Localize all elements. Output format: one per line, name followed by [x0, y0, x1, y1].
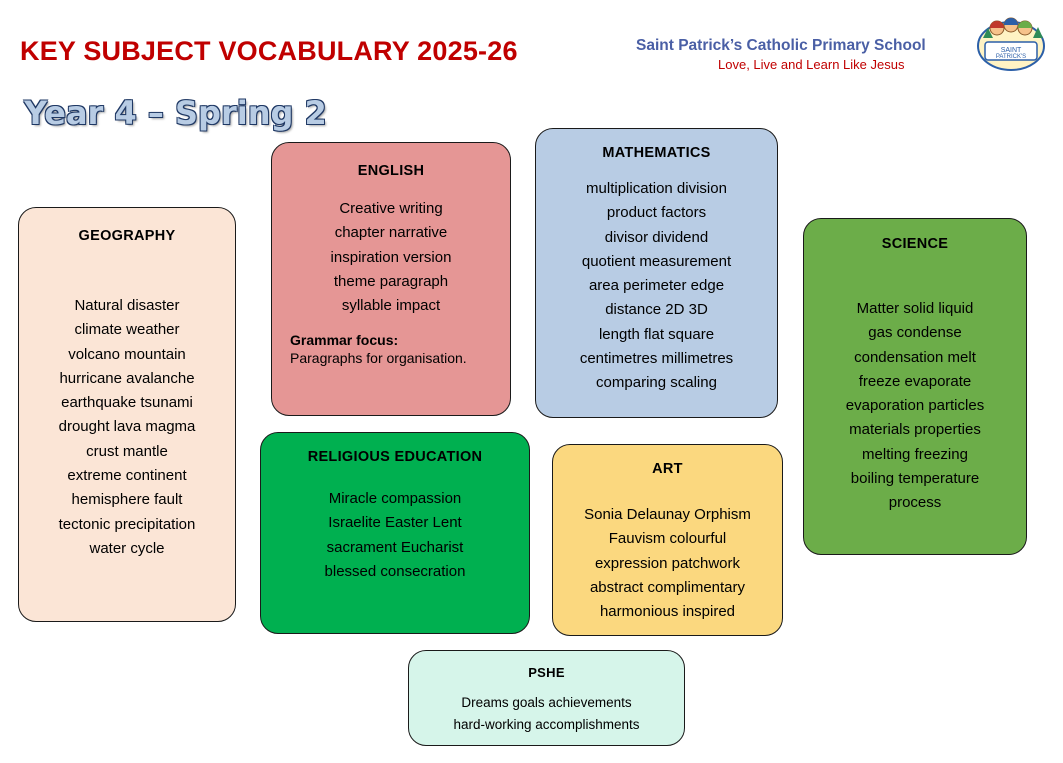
vocab-word: divisor dividend — [604, 228, 709, 246]
vocab-word: condensation melt — [854, 348, 976, 366]
svg-text:PATRICK'S: PATRICK'S — [995, 54, 1027, 60]
vocab-word: Dreams goals achievements — [461, 695, 632, 710]
school-motto: Love, Live and Learn Like Jesus — [718, 57, 905, 72]
vocab-word: volcano mountain — [68, 345, 186, 363]
word-list-geography — [29, 294, 225, 561]
svg-text:SAINT: SAINT — [1000, 47, 1022, 54]
vocab-word: drought lava magma — [58, 418, 196, 436]
vocab-word: inspiration version — [330, 248, 452, 266]
vocab-word: tectonic precipitation — [58, 515, 196, 533]
vocab-word: abstract complimentary — [589, 578, 746, 596]
word-list-pshe — [419, 692, 674, 735]
vocab-word: Creative writing — [339, 200, 443, 217]
vocab-word: materials properties — [849, 421, 981, 439]
vocab-word: distance 2D 3D — [605, 301, 708, 319]
school-crest-icon — [975, 12, 1047, 74]
vocab-word: process — [888, 494, 942, 512]
card-title-geography: GEOGRAPHY — [78, 228, 176, 244]
vocab-word: crust mantle — [86, 442, 168, 460]
word-list-mathematics — [544, 177, 769, 396]
vocab-word: Matter solid liquid — [856, 300, 974, 317]
card-title-science: SCIENCE — [881, 236, 949, 252]
word-list-science — [812, 297, 1018, 516]
page-title: KEY SUBJECT VOCABULARY 2025-26 — [20, 36, 518, 66]
card-title-mathematics: MATHEMATICS — [602, 145, 711, 161]
vocab-word: syllable impact — [341, 297, 441, 315]
vocab-word: area perimeter edge — [588, 277, 725, 295]
school-name: Saint Patrick’s Catholic Primary School — [636, 37, 926, 54]
word-list-art — [561, 503, 774, 624]
vocab-word: climate weather — [74, 321, 180, 339]
vocab-word: length flat square — [598, 325, 715, 343]
vocab-word: multiplication division — [586, 180, 727, 197]
vocab-word: quotient measurement — [581, 252, 732, 270]
vocab-word: water cycle — [89, 539, 165, 557]
grammar-focus-text: Paragraphs for organisation. — [290, 350, 467, 367]
vocab-word: extreme continent — [67, 467, 187, 485]
vocab-word: gas condense — [868, 324, 962, 342]
vocab-word: centimetres millimetres — [579, 350, 734, 368]
word-list-english — [290, 197, 492, 318]
card-title-religious-education: RELIGIOUS EDUCATION — [307, 449, 483, 465]
subject-card-science — [803, 218, 1027, 555]
vocab-word: evaporation particles — [845, 397, 985, 415]
subject-card-english — [271, 142, 511, 416]
vocab-word: blessed consecration — [324, 562, 466, 580]
vocab-word: melting freezing — [862, 445, 968, 463]
vocab-word: Miracle compassion — [328, 490, 462, 507]
card-title-english: ENGLISH — [357, 163, 425, 179]
vocab-word: Israelite Easter Lent — [328, 514, 462, 532]
card-title-pshe: PSHE — [528, 665, 565, 680]
card-title-art: ART — [652, 461, 683, 477]
vocab-word: Natural disaster — [74, 297, 180, 314]
vocab-word: hurricane avalanche — [59, 369, 195, 387]
vocab-word: earthquake tsunami — [61, 394, 193, 412]
vocab-word: Sonia Delaunay Orphism — [584, 506, 751, 523]
vocab-word: hemisphere fault — [71, 491, 183, 509]
grammar-focus-label: Grammar focus: — [290, 332, 399, 349]
vocab-word: theme paragraph — [333, 272, 449, 290]
subject-card-mathematics — [535, 128, 778, 418]
year-term-heading: Year 4 – Spring 2 — [24, 94, 327, 132]
vocab-word: freeze evaporate — [858, 372, 972, 390]
vocab-word: Fauvism colourful — [608, 530, 727, 548]
vocab-word: product factors — [606, 204, 707, 222]
vocab-word: boiling temperature — [850, 470, 980, 488]
subject-card-art — [552, 444, 783, 636]
vocab-word: harmonious inspired — [599, 603, 736, 621]
vocab-word: expression patchwork — [594, 554, 741, 572]
subject-card-pshe — [408, 650, 685, 746]
vocab-word: sacrament Eucharist — [326, 538, 464, 556]
subject-card-geography — [18, 207, 236, 622]
vocab-word: comparing scaling — [596, 374, 717, 392]
vocab-word: hard-working accomplishments — [453, 716, 640, 732]
word-list-religious-education — [271, 487, 519, 584]
subject-card-religious-education — [260, 432, 530, 634]
vocab-word: chapter narrative — [334, 224, 448, 242]
